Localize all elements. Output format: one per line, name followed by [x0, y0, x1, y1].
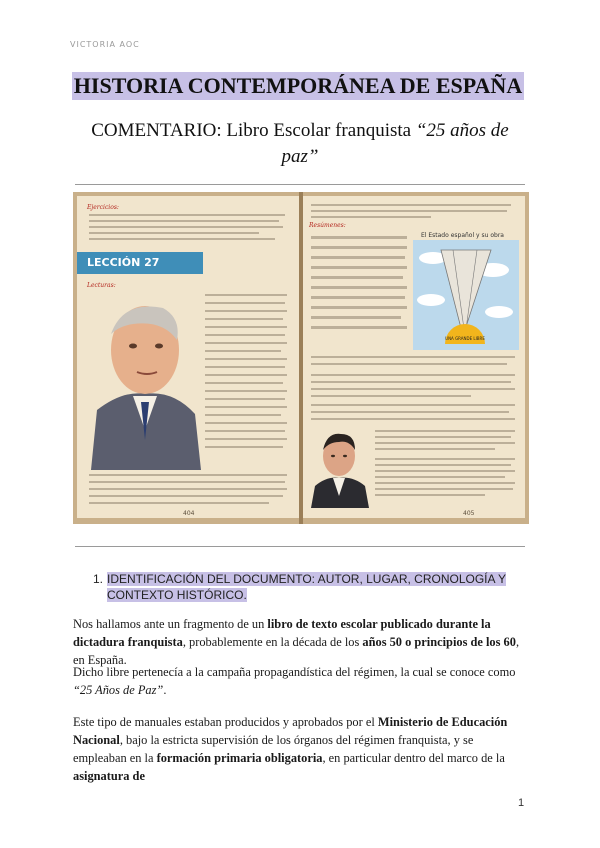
text-line [205, 430, 285, 432]
text-line [205, 366, 285, 368]
text-line [311, 246, 407, 249]
text-line [311, 411, 509, 413]
text-line [311, 363, 507, 365]
paragraph-text: , bajo la estricta supervisión de los órganos del régimen franquista, y se empleaban en la [73, 733, 474, 765]
text-line [375, 470, 515, 472]
readings-heading: Lecturas: [87, 282, 116, 289]
text-line [205, 294, 287, 296]
text-line [311, 204, 511, 206]
text-line [375, 476, 505, 478]
exercises-heading: Ejercicios: [87, 204, 119, 211]
text-line [89, 488, 287, 490]
divider-top [75, 184, 525, 185]
text-line [375, 482, 515, 484]
paragraph-3 [73, 713, 528, 785]
text-line [311, 286, 407, 289]
franco-portrait-image [83, 290, 201, 470]
lesson-label: LECCIÓN 27 [77, 252, 203, 274]
text-line [375, 430, 515, 432]
text-line [311, 236, 407, 239]
text-line [311, 374, 515, 376]
text-line [311, 395, 471, 397]
text-line [205, 398, 285, 400]
text-line [311, 276, 403, 279]
text-line [375, 458, 515, 460]
text-line [311, 216, 431, 218]
text-line [205, 374, 287, 376]
emphasis: Ministerio de Educación Nacional [73, 715, 508, 747]
emphasis: formación primaria obligatoria [156, 751, 323, 765]
text-line [311, 266, 407, 269]
text-line [205, 350, 281, 352]
book-left-page [77, 196, 299, 518]
text-line [205, 406, 287, 408]
book-page-number-right: 405 [463, 510, 475, 517]
summary-heading: Resúmenes: [309, 222, 346, 229]
text-line [89, 481, 285, 483]
text-line [375, 488, 513, 490]
paragraph-2 [73, 663, 528, 699]
state-diagram-image [413, 240, 519, 350]
emphasis: años 50 o principios de los 60 [362, 635, 516, 649]
paragraph-text: , en España. [73, 635, 520, 667]
text-line [375, 436, 511, 438]
text-line [205, 414, 281, 416]
text-line [205, 390, 287, 392]
emphasis: “25 Años de Paz” [73, 683, 164, 697]
text-line [205, 326, 287, 328]
subtitle-quote: “25 años de paz” [281, 120, 509, 167]
text-line [205, 334, 285, 336]
text-line [311, 381, 511, 383]
text-line [205, 358, 287, 360]
divider-bottom [75, 546, 525, 547]
textbook-photo [73, 192, 529, 524]
text-line [89, 495, 283, 497]
text-line [89, 214, 285, 216]
text-line [89, 238, 275, 240]
text-line [375, 494, 485, 496]
paragraph-text: Dicho libre pertenecía a la campaña propagandística del régimen, la cual se conoce como [73, 665, 516, 679]
text-line [205, 302, 285, 304]
author-tag: VICTORIA AOC [70, 40, 140, 49]
paragraph-1 [73, 615, 528, 669]
text-line [89, 226, 283, 228]
text-line [311, 296, 405, 299]
text-line [311, 356, 515, 358]
text-line [205, 342, 287, 344]
text-line [89, 502, 269, 504]
text-line [205, 382, 283, 384]
paragraph-text: , probablemente en la década de los [182, 635, 363, 649]
text-line [375, 464, 511, 466]
emphasis: libro de texto escolar publicado durante la dictadura franquista [73, 617, 491, 649]
text-line [311, 306, 407, 309]
text-line [311, 404, 515, 406]
text-line [375, 442, 515, 444]
text-line [311, 418, 515, 420]
page-number: 1 [518, 797, 525, 809]
emphasis: asignatura de [73, 769, 145, 783]
text-line [375, 448, 495, 450]
text-line [205, 318, 283, 320]
text-line [311, 256, 405, 259]
section-number: 1. [93, 572, 104, 586]
text-line [89, 220, 279, 222]
text-line [205, 422, 287, 424]
book-page-number-left: 404 [183, 510, 195, 517]
text-line [89, 474, 287, 476]
subtitle-text: COMENTARIO: Libro Escolar franquista [91, 120, 416, 141]
diagram-title: El Estado español y su obra [421, 232, 504, 239]
text-line [311, 388, 515, 390]
document-title: HISTORIA CONTEMPORÁNEA DE ESPAÑA [73, 73, 523, 98]
sun-label: UNA GRANDE LIBRE [445, 336, 485, 341]
paragraph-text: Nos hallamos ante un fragmento de un [73, 617, 268, 631]
text-line [205, 446, 283, 448]
primo-de-rivera-portrait-image [309, 424, 369, 508]
book-right-page [303, 196, 525, 518]
text-line [311, 326, 407, 329]
paragraph-text: . [163, 683, 167, 697]
text-line [89, 232, 259, 234]
text-line [205, 438, 287, 440]
text-line [311, 316, 401, 319]
section-heading-text: IDENTIFICACIÓN DEL DOCUMENTO: AUTOR, LUGAR, CRONOLOGÍA Y CONTEXTO HISTÓRICO. [107, 572, 506, 602]
text-line [311, 210, 507, 212]
paragraph-text: , en particular dentro del marco de la [322, 751, 505, 765]
paragraph-text: Este tipo de manuales estaban producidos y aprobados por el [73, 715, 378, 729]
text-line [205, 310, 287, 312]
document-subtitle [75, 118, 525, 170]
